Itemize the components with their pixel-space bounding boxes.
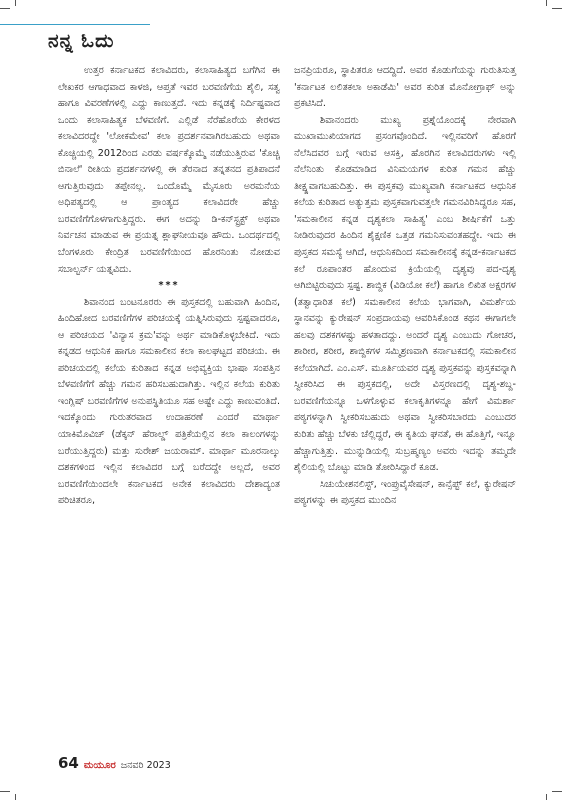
crop-mark-bottom-right-v <box>546 794 547 800</box>
header-rule <box>0 24 150 25</box>
issue-date: ಜನವರಿ 2023 <box>120 760 171 771</box>
right-column <box>294 63 516 510</box>
paragraph: ಶಿವಾನಂದರು ಮುಖ್ಯ ಪ್ರಶ್ನೆಯೊಂದಕ್ಕೆ ನೇರವಾಗಿ ಮುಖಾಮುಖಿಯಾಗದ ಪ್ರಸಂಗವೊಂದಿದೆ. ಇಲ್ಲಿನವರಿಗೆ ಹೊರಗೆ ನೆಲೆಸಿದವರ ಬಗ್ಗೆ ಇರುವ ಆಸಕ್ತಿ, ಹೊರಗಿನ ಕಲಾವಿದರುಗಳು ಇಲ್ಲಿ ನೆಲೆನಿಂತು ಕೊಡಮಾಡಿದ ವಿನಿಮಯಗಳ ಕುರಿತ ಗಮನ ಹೆಚ್ಚು ತೀಕ್ಷ್ಣವಾಗಬಹುದಿತ್ತು. ಈ ಪುಸ್ತಕವು ಮುಖ್ಯವಾಗಿ ಕರ್ನಾಟಕದ ಆಧುನಿಕ ಕಲೆಯ ಕುರಿತಾದ ಅತ್ಯುತ್ತಮ ಪುಸ್ತಕವಾಗುವತ್ತಲೇ ಗಮನವಿರಿಸಿದ್ದರೂ ಸಹ, 'ಸಮಕಾಲೀನ ಕನ್ನಡ ದೃಶ್ಯಕಲಾ ಸಾಹಿತ್ಯ' ಎಂಬ ಶೀರ್ಷಿಕೆಗೆ ಒತ್ತು ನೀಡಿರುವುದರ ಹಿಂದಿನ ಶೈಕ್ಷಣಿಕ ಒತ್ತಡ ಗಮನಿಸುವಂತಹದ್ದೇ. ಇದು ಈ ಪುಸ್ತಕದ ಸಮಸ್ಯೆ ಆಗಿದೆ, ಆಧುನಿಕದಿಂದ ಸಮಕಾಲೀನಕ್ಕೆ ಕನ್ನಡ-ಕರ್ನಾಟಕದ ಕಲೆ ರೂಪಾಂತರ ಹೊಂದುವ ಕ್ರಿಯೆಯಲ್ಲಿ ದೃಶ್ಯವು ಪದ-ದೃಶ್ಯ ಆಗಿಬಿಟ್ಟಿರುವುದು ಸ್ಪಷ್ಟ. ಶಾಬ್ದಿಕ (ವಿಡಿಯೋ ಕಲೆ) ಹಾಗೂ ಲಿಖಿತ ಅಕ್ಷರಗಳ (ತತ್ವಾಧಾರಿತ ಕಲೆ) ಸಮಕಾಲೀನ ಕಲೆಯ ಭಾಗವಾಗಿ, ವಿಮರ್ಶೆಯ ಸ್ಥಾನವನ್ನು ಕ್ಯುರೇಷನ್ ಸಂಪ್ರದಾಯವು ಆವರಿಸಿಕೊಂಡ ಕಥನ ಈಗಾಗಲೇ ಹಲವು ದಶಕಗಳಷ್ಟು ಹಳತಾದದ್ದು. ಅಂದರೆ ದೃಶ್ಯ ಎಂಬುದು ಗೋಚರ, ಶಾರೀರ, ಶರೀರ, ಶಾಬ್ದಿಕಗಳ ಸಮ್ಮಿಶ್ರಣವಾಗಿ ಕರ್ನಾಟಕದಲ್ಲಿ ಸಮಕಾಲೀನ ಕಲೆಯಾಗಿದೆ. ಎಂ.ಎಸ್. ಮೂರ್ತಿಯವರ ದೃಶ್ಯ ಪುಸ್ತಕವನ್ನು ಪುಸ್ತಕವನ್ನಾಗಿ ಸ್ವೀಕರಿಸಿದ ಈ ಪುಸ್ತಕದಲ್ಲಿ, ಅದೇ ವಿಸ್ತರಣದಲ್ಲಿ ದೃಶ್ಯ-ಶಬ್ದ-ಬರವಣಿಗೆಯನ್ನೂ ಒಳಗೊಳ್ಳುವ ಕಲಾಕೃತಿಗಳನ್ನೂ ಹೇಗೆ ವಿಮರ್ಶಾ ಪಠ್ಯಗಳನ್ನಾಗಿ ಸ್ವೀಕರಿಸಬಹುದು ಅಥವಾ ಸ್ವೀಕರಿಸಬಾರದು ಎಂಬುದರ ಕುರಿತು ಹೆಚ್ಚು ಬೆಳಕು ಚೆಲ್ಲಿದ್ದರೆ, ಈ ಕೃತಿಯ ಘನತೆ, ಈ ಹೊತ್ತಿಗೆ, ಇನ್ನೂ ಹೆಚ್ಚಾಗುತ್ತಿತ್ತು. ಮುನ್ನುಡಿಯಲ್ಲಿ ಸುಬ್ರಹ್ಮಣ್ಯಂ ಅವರು ಇದನ್ನು ತಮ್ಮದೇ ಶೈಲಿಯಲ್ಲಿ ಬೊಟ್ಟು ಮಾಡಿ ತೋರಿಸಿದ್ದಾರೆ ಕೂಡ. <box>294 114 516 474</box>
page-footer <box>58 754 171 772</box>
section-separator: *** <box>158 280 180 292</box>
left-column <box>58 63 280 510</box>
paragraph: ಶಿವಾನಂದ ಬಂಟನೂರರು ಈ ಪುಸ್ತಕದಲ್ಲಿ ಬಹುವಾಗಿ ಹಿಂದಿನ, ಹಿಂದಿಹೋದ ಬರವಣಿಗೆಗಳ ಪರಿಚಯಕ್ಕೆ ಯತ್ನಿಸಿರುವುದು ಸ್ಪಷ್ಟವಾದರೂ, ಆ ಪರಿಚಯದ 'ವಿನ್ಯಾಸ ಕ್ರಮ'ವನ್ನು ಅರ್ಥ ಮಾಡಿಕೊಳ್ಳಬೇಕಿದೆ. ಇದು ಕನ್ನಡದ ಆಧುನಿಕ ಹಾಗೂ ಸಮಕಾಲೀನ ಕಲಾ ಕಾಲಘಟ್ಟದ ಪರಿಚಯ. ಈ ಪರಿಚಯದಲ್ಲಿ ಕಲೆಯ ಕುರಿತಾದ ಕನ್ನಡ ಅಭಿವ್ಯಕ್ತಿಯ ಭಾಷಾ ಸಂಪತ್ತಿನ ಬೆಳವಣಿಗೆಗೆ ಹೆಚ್ಚು ಗಮನ ಹರಿಸಬಹುದಾಗಿತ್ತು. ಇಲ್ಲಿನ ಕಲೆಯ ಕುರಿತು ಇಂಗ್ಲಿಷ್ ಬರವಣಿಗೆಗಳ ಅನುಪಸ್ಥಿತಿಯೂ ಸಹ ಅಷ್ಟೇ ಎದ್ದು ಕಾಣುವಂತಿದೆ. ಇದಕ್ಕೊಂದು ಗುರುತರವಾದ ಉದಾಹರಣೆ ಎಂದರೆ ಮಾರ್ಥಾ ಯಾಕಿಮೊವಿಚ್ (ಡೆಕ್ಕನ್ ಹೆರಾಲ್ಡ್ ಪತ್ರಿಕೆಯಲ್ಲಿನ ಕಲಾ ಕಾಲಂಗಳನ್ನು ಬರೆಯುತ್ತಿದ್ದರು) ಮತ್ತು ಸುರೇಶ್ ಜಯರಾಮ್. ಮಾರ್ಥಾ ಮೂರನಾಲ್ಕು ದಶಕಗಳಿಂದ ಇಲ್ಲಿನ ಕಲಾವಿದರ ಬಗ್ಗೆ ಬರೆದದ್ದೇ ಅಲ್ಲದೆ, ಅವರ ಬರವಣಿಗೆಯಿಂದಲೇ ಕರ್ನಾಟಕದ ಅನೇಕ ಕಲಾವಿದರು ದೇಶಾದ್ಯಂತ ಪರಿಚಿತರೂ, <box>58 296 280 507</box>
crop-mark-bottom-left <box>0 791 10 792</box>
paragraph: ಸಿಚುಯೇಶನಲಿಸ್ಟ್, ಇಂಪ್ರುವೈಸೇಷನ್, ಕಾನ್ಸೆಪ್ಟ್ ಕಲೆ, ಕ್ಯುರೇಷನ್ ಪಠ್ಯಗಳನ್ನು ಈ ಪುಸ್ತಕದ ಮುಂದಿನ <box>294 478 516 507</box>
section-title: ನನ್ನ ಓದು <box>48 30 115 52</box>
crop-mark-bottom-left-v <box>15 794 16 800</box>
paragraph: ಉತ್ತರ ಕರ್ನಾಟಕದ ಕಲಾವಿದರು, ಕಲಾಸಾಹಿತ್ಯದ ಬಗೆಗಿನ ಈ ಲೇಖಕರ ಆಗಾಧವಾದ ಕಾಳಜಿ, ಆಪ್ತತೆ ಇವರ ಬರವಣಿಗೆಯ ಶೈಲಿ, ಸತ್ವ ಹಾಗೂ ವಿವರಣೆಗಳಲ್ಲಿ ಎದ್ದು ಕಾಣುತ್ತದೆ. ಇದು ಕನ್ನಡಕ್ಕೆ ನಿರ್ದಿಷ್ಟವಾದ ಒಂದು ಕಲಾಸಾಹಿತ್ಯಕ ಬೆಳವಣಿಗೆ. ಎಲ್ಲಿಡೆ ನೆರೆಹೊರೆಯ ಕೇರಳದ ಕಲಾವಿದರದ್ದೇ 'ಲೋಕಮೇವ' ಕಲಾ ಪ್ರದರ್ಶನವಾಗಿರಬಹುದು ಅಥವಾ ಕೊಚ್ಚಿಯಲ್ಲಿ 2012ರಿಂದ ಎರಡು ವರ್ಷಕ್ಕೊಮ್ಮೆ ನಡೆಯುತ್ತಿರುವ 'ಕೊಚ್ಚಿ ಬಿನಾಲೆ' ರೀತಿಯ ಪ್ರದರ್ಶನಗಳಲ್ಲಿ ಈ ತೆರನಾದ ತನ್ನತನದ ಪ್ರತಿಪಾದನೆ ಆಗುತ್ತಿರುವುದು ತಪ್ಪೇನಲ್ಲ. ಒಂದೊಮ್ಮೆ ಮೈಸೂರು ಅರಮನೆಯ ಅಧಿಪತ್ಯದಲ್ಲಿ ಆ ಪ್ರಾಂತ್ಯದ ಕಲಾವಿದರೇ ಹೆಚ್ಚು ಬರವಣಿಗೆಗೊಳಗಾಗುತ್ತಿದ್ದರು. ಈಗ ಅದನ್ನು ಡಿ-ಕನ್‌ಸ್ಟ್ರಕ್ಟ್ ಅಥವಾ ನಿರ್ವಚನ ಮಾಡುವ ಈ ಪ್ರಯತ್ನ ಶ್ಲಾಘನೀಯವೂ ಹೌದು. ಒಂದರ್ಥದಲ್ಲಿ ಬೆಂಗಳೂರು ಕೇಂದ್ರಿತ ಬರವಣಿಗೆಯಿಂದ ಹೊರನಿಂತು ನೋಡುವ ಸಬಾಲ್ಟರ್ನ್ ಯತ್ನವಿದು. <box>58 65 280 275</box>
page-number: 64 <box>58 754 79 772</box>
crop-mark-top-right <box>552 8 562 9</box>
crop-mark-top-left-v <box>15 0 16 6</box>
magazine-logo: ಮಯೂರ <box>83 760 116 771</box>
crop-mark-top-right-v <box>546 0 547 6</box>
crop-mark-top-left <box>0 8 10 9</box>
crop-mark-bottom-right <box>552 791 562 792</box>
paragraph: ಜನಪ್ರಿಯರೂ, ಸ್ಥಾಪಿತರೂ ಆದದ್ದಿದೆ. ಅವರ ಕೊಡುಗೆಯನ್ನು ಗುರುತಿಸುತ್ತ 'ಕರ್ನಾಟಕ ಲಲಿತಕಲಾ ಅಕಾಡೆಮಿ' ಅವರ ಕುರಿತ ಮೊನೋಗ್ರಾಫ್ ಅನ್ನು ಪ್ರಕಟಿಸಿದೆ. <box>294 65 516 110</box>
